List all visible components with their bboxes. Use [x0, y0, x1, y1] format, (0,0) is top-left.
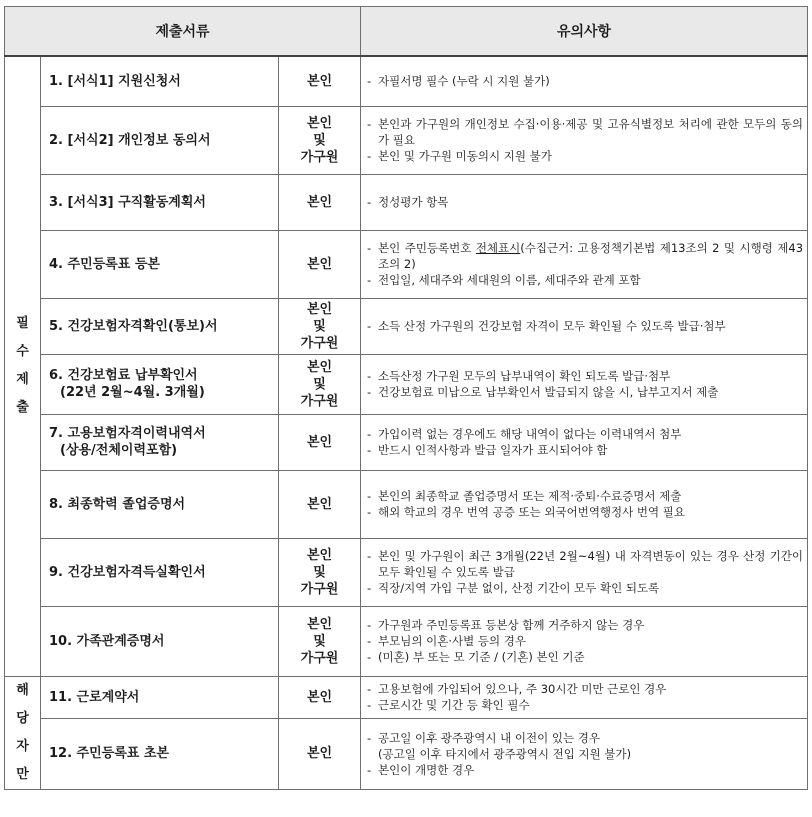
bullet-dash: - — [367, 241, 372, 255]
category-char: 필 — [16, 316, 29, 332]
note-item — [367, 148, 803, 164]
notes-cell — [361, 298, 808, 354]
submitter-line: 본인 — [306, 746, 333, 762]
table-row — [5, 230, 808, 298]
document-name — [41, 676, 279, 718]
submitter-line: 가구원 — [300, 650, 339, 666]
bullet-dash: - — [367, 762, 372, 777]
document-name — [41, 538, 279, 606]
table-body — [5, 56, 808, 789]
note-item — [367, 649, 803, 665]
document-name-line: (22년 2월~4월. 3개월) — [60, 385, 205, 400]
note-text: (미혼) 부 또는 모 기준 / (기혼) 본인 기준 — [378, 650, 585, 664]
note-text: 해외 학교의 경우 번역 공증 또는 외국어번역행정사 번역 필요 — [378, 505, 685, 519]
note-text: 고용보험에 가입되어 있으나, 주 30시간 미만 근로인 경우 — [378, 682, 667, 697]
submitter — [279, 298, 361, 354]
documents-table — [4, 6, 808, 790]
notes-cell — [361, 106, 808, 174]
submitter-line: 본인 — [306, 194, 333, 210]
note-continuation: (공고일 이후 타지에서 광주광역시 전입 지원 불가) — [378, 746, 632, 761]
document-name — [41, 718, 279, 789]
submitter-line: 본인 — [306, 256, 333, 272]
header-documents: 제출서류 — [5, 7, 361, 57]
document-name-line: 5. 건강보험자격확인(통보)서 — [49, 318, 218, 334]
note-text: 부모님의 이혼·사별 등의 경우 — [378, 634, 526, 648]
table-row — [5, 298, 808, 354]
submitter-line: 및 — [313, 376, 326, 392]
note-item — [367, 116, 803, 148]
submitter — [279, 56, 361, 106]
header-notes: 유의사항 — [361, 7, 808, 57]
bullet-dash: - — [367, 369, 372, 383]
bullet-dash: - — [367, 634, 372, 648]
submitter-line: 가구원 — [300, 335, 339, 351]
table-row — [5, 606, 808, 676]
document-name-line: 2. [서식2] 개인정보 동의서 — [49, 132, 211, 148]
note-item — [367, 633, 803, 649]
table-header-row — [5, 7, 808, 57]
category-required — [5, 56, 41, 676]
note-item — [367, 73, 803, 89]
note-item — [367, 504, 803, 520]
note-item — [367, 488, 803, 504]
note-text: 가입이력 없는 경우에도 해당 내역이 없다는 이력내역서 첨부 — [378, 427, 682, 441]
bullet-dash: - — [367, 682, 372, 697]
bullet-dash: - — [367, 117, 372, 131]
bullet-dash: - — [367, 549, 372, 563]
submitter-line: 및 — [313, 633, 326, 649]
document-name — [41, 56, 279, 106]
document-name-line: 1. [서식1] 지원신청서 — [49, 73, 181, 89]
document-name — [41, 414, 279, 470]
category-conditional — [5, 676, 41, 789]
note-text: 전입일, 세대주와 세대원의 이름, 세대주와 관계 포함 — [378, 273, 641, 287]
submitter-line: 본인 — [306, 434, 333, 450]
note-text: 본인의 최종학교 졸업증명서 또는 제적·중퇴·수료증명서 제출 — [378, 489, 682, 503]
notes-cell — [361, 676, 808, 718]
bullet-dash: - — [367, 505, 372, 519]
note-item — [367, 442, 803, 458]
table-row — [5, 354, 808, 414]
note-text: 가구원과 주민등록표 등본상 함께 거주하지 않는 경우 — [378, 618, 645, 632]
category-char: 자 — [16, 738, 29, 754]
category-char: 만 — [16, 766, 29, 782]
note-text: 소득 산정 가구원의 건강보험 자격이 모두 확인될 수 있도록 발급·첨부 — [378, 319, 726, 333]
submitter — [279, 414, 361, 470]
document-name-line: 6. 건강보험료 납부확인서 — [49, 368, 198, 383]
submitter — [279, 470, 361, 538]
note-item — [367, 194, 803, 210]
document-name — [41, 470, 279, 538]
document-name-line: (상용/전체이력포함) — [60, 443, 178, 458]
bullet-dash: - — [367, 149, 372, 163]
note-item — [367, 580, 803, 596]
submitter-line: 본인 — [306, 359, 333, 375]
note-item — [367, 697, 803, 713]
note-item — [367, 368, 803, 384]
bullet-dash: - — [367, 730, 372, 745]
bullet-dash: - — [367, 385, 372, 399]
submitter — [279, 676, 361, 718]
submitter-line: 본인 — [306, 547, 333, 563]
bullet-dash: - — [367, 698, 372, 713]
note-item — [367, 318, 803, 334]
document-name — [41, 174, 279, 230]
note-text: 반드시 인적사항과 발급 일자가 표시되어야 함 — [378, 443, 608, 457]
note-text: (수집근거: 고용정책기본법 제13조의 2 및 시행령 제43조의 2) — [378, 241, 804, 271]
table-row — [5, 106, 808, 174]
document-name-line: 7. 고용보험자격이력내역서 — [49, 426, 206, 441]
note-text: 근로시간 및 기간 등 확인 필수 — [378, 698, 530, 713]
note-item — [367, 384, 803, 400]
submitter-line: 본인 — [306, 115, 333, 131]
note-text: 공고일 이후 광주광역시 내 이전이 있는 경우 — [378, 730, 600, 745]
note-item — [367, 730, 803, 746]
notes-cell — [361, 718, 808, 789]
document-name-line: 9. 건강보험자격득실확인서 — [49, 564, 206, 580]
submitter-line: 가구원 — [300, 149, 339, 165]
notes-cell — [361, 414, 808, 470]
note-item — [367, 426, 803, 442]
submitter — [279, 106, 361, 174]
category-char: 출 — [16, 400, 29, 416]
note-item — [367, 681, 803, 697]
note-text: 자필서명 필수 (누락 시 지원 불가) — [378, 74, 550, 89]
emphasis-text: 전체표시 — [475, 241, 521, 255]
submitter — [279, 230, 361, 298]
submitter-line: 본인 — [306, 301, 333, 317]
bullet-dash: - — [367, 195, 372, 209]
submitter-line: 본인 — [306, 689, 333, 705]
note-item — [367, 272, 803, 288]
note-text: 본인과 가구원의 개인정보 수집·이용·제공 및 고유식별정보 처리에 관한 모두의 동의가 필요 — [378, 117, 804, 147]
submitter-line: 본인 — [306, 73, 333, 89]
bullet-dash: - — [367, 427, 372, 441]
submitter — [279, 606, 361, 676]
category-char: 해 — [16, 682, 29, 698]
note-item — [367, 762, 803, 778]
document-name-line: 8. 최종학력 졸업증명서 — [49, 496, 186, 512]
document-name-line: 4. 주민등록표 등본 — [49, 256, 160, 272]
submitter-line: 및 — [313, 318, 326, 334]
document-name — [41, 354, 279, 414]
table-row — [5, 174, 808, 230]
submitter-line: 및 — [313, 132, 326, 148]
bullet-dash: - — [367, 319, 372, 333]
table-row — [5, 538, 808, 606]
bullet-dash: - — [367, 581, 372, 595]
table-row — [5, 470, 808, 538]
document-name-line: 12. 주민등록표 초본 — [49, 746, 169, 762]
note-text: 건강보험료 미납으로 납부확인서 발급되지 않을 시, 납부고지서 제출 — [378, 385, 719, 399]
submitter-line: 및 — [313, 564, 326, 580]
note-text: 본인이 개명한 경우 — [378, 762, 475, 777]
document-name-line: 11. 근로계약서 — [49, 689, 140, 705]
notes-cell — [361, 56, 808, 106]
bullet-dash: - — [367, 650, 372, 664]
submitter-line: 본인 — [306, 616, 333, 632]
notes-cell — [361, 230, 808, 298]
bullet-dash: - — [367, 443, 372, 457]
submitter — [279, 538, 361, 606]
note-text: 본인 및 가구원 미동의시 지원 불가 — [378, 149, 552, 163]
document-name-line: 3. [서식3] 구직활동계획서 — [49, 194, 206, 210]
submitter — [279, 718, 361, 789]
submitter — [279, 174, 361, 230]
notes-cell — [361, 606, 808, 676]
notes-cell — [361, 538, 808, 606]
category-char: 당 — [16, 710, 29, 726]
bullet-dash: - — [367, 273, 372, 287]
bullet-dash: - — [367, 74, 372, 89]
bullet-dash: - — [367, 489, 372, 503]
submitter-line: 본인 — [306, 496, 333, 512]
note-item — [367, 617, 803, 633]
document-name — [41, 230, 279, 298]
notes-cell — [361, 470, 808, 538]
category-char: 제 — [16, 372, 29, 388]
submitter-line: 가구원 — [300, 581, 339, 597]
notes-cell — [361, 174, 808, 230]
note-text: 본인 주민등록번호 — [378, 241, 476, 255]
note-text: 직장/지역 가입 구분 없이, 산정 기간이 모두 확인 되도록 — [378, 581, 660, 595]
bullet-dash: - — [367, 618, 372, 632]
submitter — [279, 354, 361, 414]
table-row — [5, 414, 808, 470]
document-name — [41, 606, 279, 676]
note-text: 정성평가 항목 — [378, 195, 449, 209]
document-name — [41, 298, 279, 354]
category-char: 수 — [16, 344, 29, 360]
note-item — [367, 548, 803, 580]
document-name — [41, 106, 279, 174]
note-text: 소득산정 가구원 모두의 납부내역이 확인 되도록 발급·첨부 — [378, 369, 671, 383]
submitter-line: 가구원 — [300, 393, 339, 409]
note-text: 본인 및 가구원이 최근 3개월(22년 2월~4월) 내 자격변동이 있는 경우 산정 기간이 모두 확인될 수 있도록 발급 — [378, 549, 804, 579]
table-row — [5, 718, 808, 789]
notes-cell — [361, 354, 808, 414]
table-row — [5, 56, 808, 106]
document-name-line: 10. 가족관계증명서 — [49, 633, 165, 649]
table-row — [5, 676, 808, 718]
note-item — [367, 240, 803, 272]
